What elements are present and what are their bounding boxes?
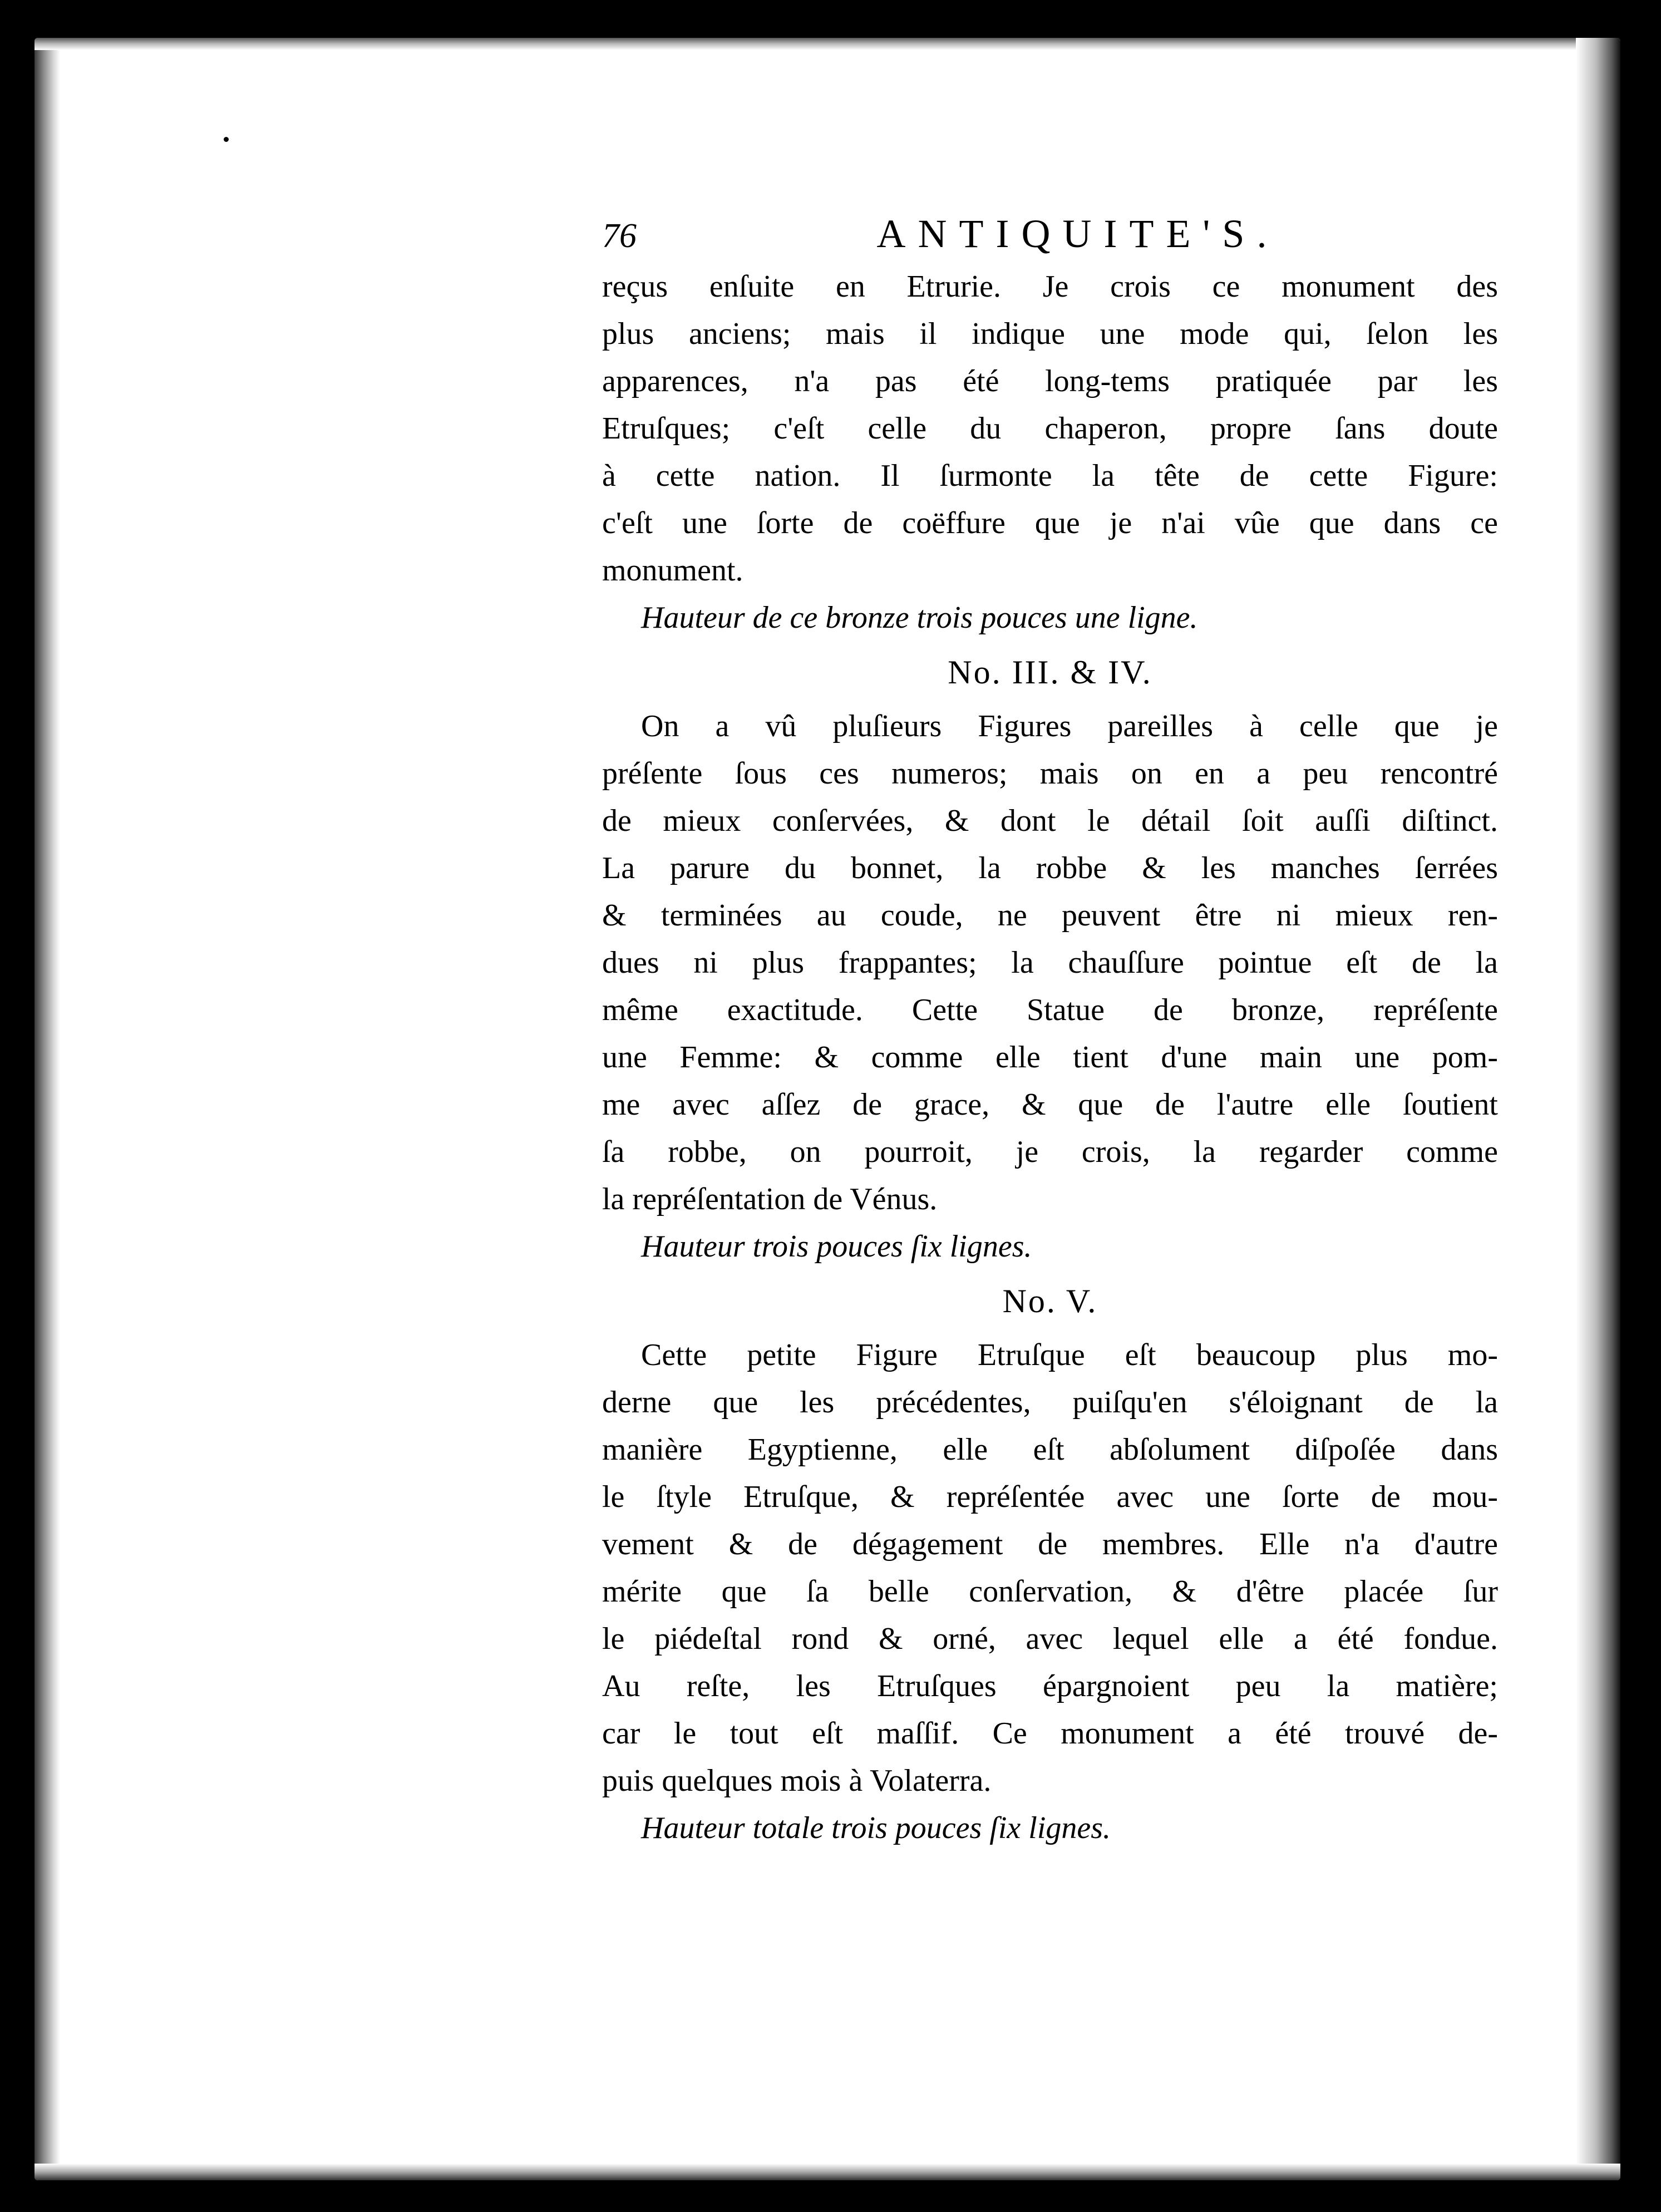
paragraph-iii-iv bbox=[602, 703, 1498, 1223]
text-line: derne que les précédentes, puiſqu'en s'éloignant de la bbox=[602, 1385, 1498, 1420]
section-heading-iii-iv: No. III. & IV. bbox=[948, 654, 1152, 691]
text-line: & terminées au coude, ne peuvent être ni mieux ren- bbox=[602, 898, 1498, 933]
text-line: le ſtyle Etruſque, & repréſentée avec une ſorte de mou- bbox=[602, 1480, 1498, 1514]
text-line: le piédeſtal rond & orné, avec lequel elle a été fondue. bbox=[602, 1622, 1498, 1656]
page-edge-shadow-bottom bbox=[34, 2164, 1620, 2180]
page-edge-shadow-left bbox=[34, 38, 60, 2180]
text-line: puis quelques mois à Volaterra. bbox=[602, 1763, 992, 1798]
page-number: 76 bbox=[602, 217, 637, 255]
text-line: à cette nation. Il ſurmonte la tête de cette Figure: bbox=[602, 459, 1498, 493]
text-line: ſa robbe, on pourroit, je crois, la regarder comme bbox=[602, 1135, 1498, 1169]
text-line: mérite que ſa belle conſervation, & d'être placée ſur bbox=[602, 1574, 1498, 1609]
text-line: plus anciens; mais il indique une mode qui, ſelon les bbox=[602, 317, 1498, 351]
text-line: reçus enſuite en Etrurie. Je crois ce monument des bbox=[602, 269, 1498, 304]
text-line: vement & de dégagement de membres. Elle n'a d'autre bbox=[602, 1527, 1498, 1561]
text-line: manière Egyptienne, elle eſt abſolument diſpoſée dans bbox=[602, 1432, 1498, 1467]
continued-paragraph bbox=[602, 263, 1498, 594]
text-line: c'eſt une ſorte de coëffure que je n'ai vûe que dans ce bbox=[602, 506, 1498, 540]
text-line: Etruſques; c'eſt celle du chaperon, propre ſans doute bbox=[602, 411, 1498, 446]
text-line: de mieux conſervées, & dont le détail ſoit auſſi diſtinct. bbox=[602, 804, 1498, 838]
text-line: On a vû pluſieurs Figures pareilles à celle que je bbox=[641, 709, 1498, 743]
book-page bbox=[34, 38, 1620, 2180]
text-line: me avec aſſez de grace, & que de l'autre elle ſoutient bbox=[602, 1087, 1498, 1122]
text-line: dues ni plus frappantes; la chauſſure pointue eſt de la bbox=[602, 945, 1498, 980]
text-line: la repréſentation de Vénus. bbox=[602, 1182, 938, 1216]
text-line: apparences, n'a pas été long-tems pratiquée par les bbox=[602, 364, 1498, 398]
text-line: une Femme: & comme elle tient d'une main une pom- bbox=[602, 1040, 1498, 1075]
text-line: Cette petite Figure Etruſque eſt beaucoup plus mo- bbox=[641, 1338, 1498, 1372]
section-heading-v: No. V. bbox=[1002, 1283, 1098, 1319]
page-edge-shadow-top bbox=[34, 38, 1620, 50]
dimension-note: Hauteur totale trois pouces ſix lignes. bbox=[641, 1811, 1111, 1845]
paragraph-v bbox=[602, 1332, 1498, 1805]
dimension-note: Hauteur trois pouces ſix lignes. bbox=[641, 1229, 1032, 1264]
running-title: ANTIQUITE'S. bbox=[876, 211, 1279, 256]
ink-speck bbox=[224, 137, 229, 142]
text-line: La parure du bonnet, la robbe & les manches ſerrées bbox=[602, 851, 1498, 885]
text-line: Au reſte, les Etruſques épargnoient peu la matière; bbox=[602, 1669, 1498, 1703]
running-head bbox=[602, 205, 1498, 263]
text-line: préſente ſous ces numeros; mais on en a peu rencontré bbox=[602, 756, 1498, 791]
page-edge-shadow-right bbox=[1576, 38, 1620, 2180]
dimension-note: Hauteur de ce bronze trois pouces une ligne. bbox=[641, 600, 1198, 635]
text-line: monument. bbox=[602, 553, 743, 588]
text-block bbox=[602, 205, 1498, 1852]
text-line: car le tout eſt maſſif. Ce monument a été trouvé de- bbox=[602, 1716, 1498, 1751]
text-line: même exactitude. Cette Statue de bronze, repréſente bbox=[602, 993, 1498, 1027]
